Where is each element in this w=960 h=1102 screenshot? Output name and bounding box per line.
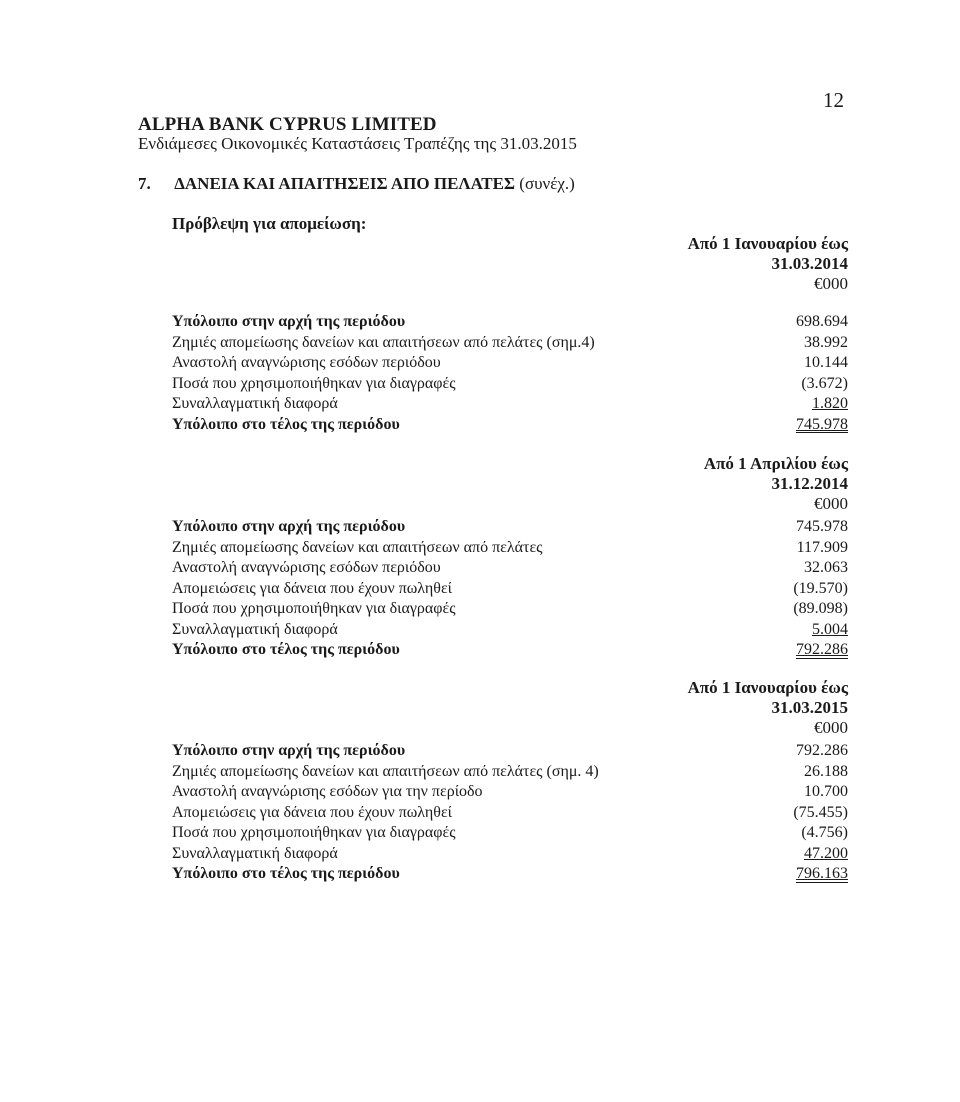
period-date: 31.12.2014	[771, 474, 848, 493]
row-label: Ποσά που χρησιμοποιήθηκαν για διαγραφές	[172, 374, 456, 392]
row-label: Αναστολή αναγνώρισης εσόδων για την περίοδο	[172, 783, 483, 800]
row-value: 792.286	[796, 641, 848, 658]
document-subtitle: Ενδιάμεσες Οικονομικές Καταστάσεις Τραπέζης της 31.03.2015	[138, 134, 577, 153]
row-value: (75.455)	[793, 803, 848, 821]
table-row	[172, 374, 848, 395]
row-label: Απομειώσεις για δάνεια που έχουν πωληθεί	[172, 803, 452, 821]
row-value: 26.188	[804, 762, 848, 780]
impairment-table-apr-dec-2014	[172, 454, 848, 674]
period-title: Από 1 Ιανουαρίου έως	[687, 678, 848, 697]
company-name: ALPHA BANK CYPRUS LIMITED	[138, 114, 437, 135]
row-value: 1.820	[812, 395, 848, 412]
period-title: Από 1 Απριλίου έως	[703, 454, 848, 473]
impairment-table-q1-2014	[172, 234, 848, 444]
currency-label: €000	[814, 274, 848, 293]
row-label: Υπόλοιπο στην αρχή της περιόδου	[172, 313, 406, 330]
row-value: (19.570)	[793, 579, 848, 597]
table-row	[172, 353, 848, 374]
row-value: 10.144	[804, 354, 848, 371]
table-row-total	[172, 640, 848, 661]
table-row-total	[172, 415, 848, 436]
row-label: Συναλλαγματική διαφορά	[172, 844, 338, 862]
row-value: (3.672)	[801, 374, 848, 392]
period-header	[688, 234, 848, 294]
note-heading	[138, 174, 575, 194]
row-label: Ποσά που χρησιμοποιήθηκαν για διαγραφές	[172, 600, 456, 617]
table-row	[172, 394, 848, 415]
currency-label: €000	[814, 494, 848, 513]
row-value: 796.163	[796, 865, 848, 882]
table-row	[172, 823, 848, 844]
section-label: Πρόβλεψη για απομείωση:	[172, 214, 367, 233]
page-number: 12	[823, 88, 844, 112]
row-value: 5.004	[812, 620, 848, 638]
row-label: Ποσά που χρησιμοποιήθηκαν για διαγραφές	[172, 824, 456, 841]
row-value: 10.700	[804, 783, 848, 800]
period-title: Από 1 Ιανουαρίου έως	[687, 234, 848, 253]
row-label: Ζημιές απομείωσης δανείων και απαιτήσεων από πελάτες	[172, 538, 543, 556]
period-date: 31.03.2014	[771, 254, 848, 273]
table-row	[172, 599, 848, 620]
row-label: Συναλλαγματική διαφορά	[172, 395, 338, 412]
row-label: Υπόλοιπο στην αρχή της περιόδου	[172, 742, 406, 759]
table-row	[172, 844, 848, 865]
table-rows	[172, 517, 848, 661]
table-row	[172, 741, 848, 762]
row-value: 792.286	[796, 742, 848, 759]
row-label: Αναστολή αναγνώρισης εσόδων περιόδου	[172, 354, 441, 371]
row-value: (89.098)	[793, 600, 848, 617]
row-label: Ζημιές απομείωσης δανείων και απαιτήσεων από πελάτες (σημ. 4)	[172, 762, 599, 780]
table-rows	[172, 741, 848, 885]
table-row	[172, 312, 848, 333]
row-label: Συναλλαγματική διαφορά	[172, 620, 338, 638]
period-header	[688, 678, 848, 738]
note-title: ΔΑΝΕΙΑ ΚΑΙ ΑΠΑΙΤΗΣΕΙΣ ΑΠΟ ΠΕΛΑΤΕΣ	[174, 174, 516, 193]
table-row	[172, 333, 848, 354]
row-value: 745.978	[796, 518, 848, 535]
row-value: 698.694	[796, 313, 848, 330]
table-row	[172, 538, 848, 559]
row-label: Απομειώσεις για δάνεια που έχουν πωληθεί	[172, 579, 452, 597]
table-rows	[172, 312, 848, 435]
impairment-table-q1-2015	[172, 678, 848, 898]
row-value: 47.200	[804, 844, 848, 862]
row-value: 32.063	[804, 559, 848, 576]
row-value: 117.909	[796, 538, 848, 556]
table-row	[172, 782, 848, 803]
row-value: (4.756)	[801, 824, 848, 841]
row-label: Αναστολή αναγνώρισης εσόδων περιόδου	[172, 559, 441, 576]
table-row	[172, 558, 848, 579]
row-label: Υπόλοιπο στο τέλος της περιόδου	[172, 415, 400, 433]
table-row	[172, 620, 848, 641]
note-suffix: (συνέχ.)	[519, 174, 575, 193]
row-label: Υπόλοιπο στο τέλος της περιόδου	[172, 641, 400, 658]
table-row	[172, 579, 848, 600]
note-number: 7.	[138, 174, 151, 193]
row-label: Ζημιές απομείωσης δανείων και απαιτήσεων από πελάτες (σημ.4)	[172, 333, 595, 351]
row-label: Υπόλοιπο στην αρχή της περιόδου	[172, 518, 406, 535]
table-row	[172, 517, 848, 538]
table-row-total	[172, 864, 848, 885]
period-date: 31.03.2015	[771, 698, 848, 717]
table-row	[172, 762, 848, 783]
period-header	[704, 454, 848, 514]
currency-label: €000	[814, 718, 848, 737]
row-value: 745.978	[796, 415, 848, 433]
row-label: Υπόλοιπο στο τέλος της περιόδου	[172, 865, 400, 882]
table-row	[172, 803, 848, 824]
row-value: 38.992	[804, 333, 848, 351]
